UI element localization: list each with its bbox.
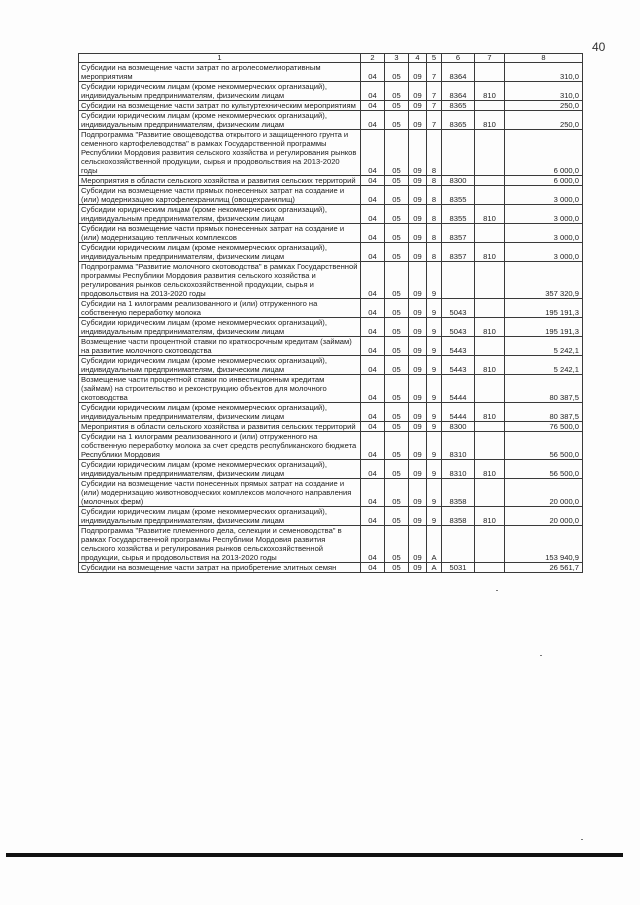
code-cell-7 [475,186,505,205]
row-name-cell: Субсидии юридическим лицам (кроме некоммерческих организаций), индивидуальным предпринимателям, физическим лицам [79,243,361,262]
code-cell-6: 5443 [442,337,475,356]
row-name-cell: Субсидии на возмещение части понесенных прямых затрат на создание и (или) модернизацию животноводческих комплексов молочного направления (молочных ферм) [79,479,361,507]
code-cell-2: 04 [361,507,385,526]
code-cell-7 [475,375,505,403]
table-row [79,299,583,318]
amount-cell: 5 242,1 [505,337,583,356]
code-cell-4: 09 [409,176,427,186]
amount-cell: 153 940,9 [505,526,583,563]
column-header: 2 [361,54,385,63]
code-cell-4: 09 [409,507,427,526]
table-body [79,63,583,573]
amount-cell: 5 242,1 [505,356,583,375]
amount-cell: 3 000,0 [505,205,583,224]
code-cell-6: 8310 [442,460,475,479]
amount-cell: 250,0 [505,111,583,130]
code-cell-3: 05 [385,243,409,262]
code-cell-3: 05 [385,507,409,526]
code-cell-3: 05 [385,262,409,299]
code-cell-2: 04 [361,403,385,422]
row-name-cell: Подпрограмма "Развитие молочного скотоводства" в рамках Государственной программы Республики Мордовия развития сельского хозяйства и регулирования рынков сельскохозяйственной продукции, сырья и продовольствия на 2013-2020 годы [79,262,361,299]
amount-cell: 20 000,0 [505,507,583,526]
code-cell-2: 04 [361,111,385,130]
code-cell-2: 04 [361,356,385,375]
table-row [79,130,583,176]
code-cell-7 [475,130,505,176]
table-header-row [79,54,583,63]
code-cell-2: 04 [361,299,385,318]
table-row [79,507,583,526]
table-row [79,460,583,479]
code-cell-7 [475,479,505,507]
row-name-cell: Возмещение части процентной ставки по инвестиционным кредитам (займам) на строительство и реконструкцию объектов для молочного скотоводства [79,375,361,403]
code-cell-2: 04 [361,243,385,262]
code-cell-5: 7 [427,63,442,82]
code-cell-3: 05 [385,82,409,101]
amount-cell: 26 561,7 [505,563,583,573]
row-name-cell: Подпрограмма "Развитие овощеводства открытого и защищенного грунта и семенного картофелеводства" в рамках Государственной программы Республики Мордовия развития сельского хозяйства и регулирования рынков сельскохозяйственной продукции, сырья и продовольствия на 2013-2020 годы [79,130,361,176]
code-cell-2: 04 [361,318,385,337]
code-cell-4: 09 [409,299,427,318]
code-cell-5: 8 [427,130,442,176]
row-name-cell: Субсидии на 1 килограмм реализованного и (или) отгруженного на собственную переработку молока [79,299,361,318]
code-cell-6 [442,130,475,176]
code-cell-3: 05 [385,337,409,356]
code-cell-5: 9 [427,318,442,337]
code-cell-6: 8365 [442,111,475,130]
code-cell-2: 04 [361,176,385,186]
code-cell-2: 04 [361,101,385,111]
code-cell-4: 09 [409,101,427,111]
code-cell-6 [442,262,475,299]
code-cell-4: 09 [409,375,427,403]
code-cell-5: 8 [427,224,442,243]
code-cell-4: 09 [409,130,427,176]
amount-cell: 6 000,0 [505,176,583,186]
code-cell-5: 8 [427,205,442,224]
code-cell-7 [475,224,505,243]
code-cell-4: 09 [409,432,427,460]
scan-speck [581,839,583,840]
table-row [79,422,583,432]
code-cell-5: А [427,563,442,573]
table-row [79,479,583,507]
amount-cell: 250,0 [505,101,583,111]
code-cell-2: 04 [361,205,385,224]
code-cell-2: 04 [361,432,385,460]
code-cell-5: 7 [427,111,442,130]
code-cell-2: 04 [361,375,385,403]
code-cell-3: 05 [385,101,409,111]
table-row [79,356,583,375]
code-cell-3: 05 [385,176,409,186]
code-cell-3: 05 [385,375,409,403]
row-name-cell: Субсидии на возмещение части затрат по агролесомелиоративным мероприятиям [79,63,361,82]
code-cell-3: 05 [385,432,409,460]
code-cell-3: 05 [385,460,409,479]
code-cell-6: 5043 [442,318,475,337]
amount-cell: 80 387,5 [505,375,583,403]
row-name-cell: Субсидии юридическим лицам (кроме некоммерческих организаций), индивидуальным предпринимателям, физическим лицам [79,318,361,337]
amount-cell: 3 000,0 [505,224,583,243]
table-row [79,526,583,563]
code-cell-4: 09 [409,111,427,130]
code-cell-5: 9 [427,422,442,432]
column-header: 8 [505,54,583,63]
code-cell-7 [475,526,505,563]
code-cell-6: 8355 [442,186,475,205]
code-cell-7 [475,176,505,186]
code-cell-7 [475,422,505,432]
row-name-cell: Субсидии на 1 килограмм реализованного и (или) отгруженного на собственную переработку молока за счет средств республиканского бюджета Республики Мордовия [79,432,361,460]
code-cell-2: 04 [361,130,385,176]
code-cell-5: 9 [427,299,442,318]
row-name-cell: Мероприятия в области сельского хозяйства и развития сельских территорий [79,176,361,186]
column-header: 3 [385,54,409,63]
code-cell-7 [475,432,505,460]
table-row [79,101,583,111]
code-cell-6: 5444 [442,403,475,422]
code-cell-3: 05 [385,205,409,224]
code-cell-5: 9 [427,460,442,479]
code-cell-7: 810 [475,356,505,375]
row-name-cell: Субсидии на возмещение части прямых понесенных затрат на создание и (или) модернизацию тепличных комплексов [79,224,361,243]
code-cell-7 [475,101,505,111]
amount-cell: 20 000,0 [505,479,583,507]
code-cell-2: 04 [361,63,385,82]
code-cell-6: 5043 [442,299,475,318]
code-cell-5: 8 [427,176,442,186]
code-cell-7 [475,563,505,573]
column-header: 1 [79,54,361,63]
code-cell-3: 05 [385,186,409,205]
code-cell-3: 05 [385,422,409,432]
amount-cell: 310,0 [505,82,583,101]
row-name-cell: Субсидии юридическим лицам (кроме некоммерческих организаций), индивидуальным предпринимателям, физическим лицам [79,460,361,479]
code-cell-4: 09 [409,262,427,299]
row-name-cell: Субсидии на возмещение части прямых понесенных затрат на создание и (или) модернизацию картофелехранилищ (овощехранилищ) [79,186,361,205]
code-cell-4: 09 [409,186,427,205]
table-row [79,82,583,101]
table-row [79,403,583,422]
code-cell-7: 810 [475,460,505,479]
code-cell-7 [475,299,505,318]
code-cell-3: 05 [385,130,409,176]
code-cell-5: 9 [427,337,442,356]
row-name-cell: Субсидии на возмещение части затрат по культуртехническим мероприятиям [79,101,361,111]
code-cell-6: 8364 [442,63,475,82]
code-cell-7 [475,63,505,82]
code-cell-4: 09 [409,63,427,82]
code-cell-3: 05 [385,299,409,318]
table-row [79,432,583,460]
code-cell-4: 09 [409,205,427,224]
code-cell-3: 05 [385,224,409,243]
code-cell-3: 05 [385,63,409,82]
code-cell-6: 8357 [442,224,475,243]
table-row [79,186,583,205]
code-cell-3: 05 [385,526,409,563]
code-cell-5: 9 [427,403,442,422]
code-cell-6: 8355 [442,205,475,224]
code-cell-6: 8300 [442,176,475,186]
amount-cell: 76 500,0 [505,422,583,432]
code-cell-5: 7 [427,82,442,101]
amount-cell: 195 191,3 [505,299,583,318]
amount-cell: 56 500,0 [505,460,583,479]
code-cell-4: 09 [409,337,427,356]
code-cell-2: 04 [361,262,385,299]
table-row [79,224,583,243]
code-cell-3: 05 [385,318,409,337]
table-row [79,205,583,224]
code-cell-5: А [427,526,442,563]
code-cell-4: 09 [409,318,427,337]
code-cell-2: 04 [361,479,385,507]
code-cell-4: 09 [409,82,427,101]
row-name-cell: Возмещение части процентной ставки по краткосрочным кредитам (займам) на развитие молочного скотоводства [79,337,361,356]
code-cell-2: 04 [361,224,385,243]
row-name-cell: Мероприятия в области сельского хозяйства и развития сельских территорий [79,422,361,432]
column-header: 4 [409,54,427,63]
code-cell-4: 09 [409,243,427,262]
code-cell-6: 8310 [442,432,475,460]
scan-speck [540,655,542,656]
code-cell-4: 09 [409,422,427,432]
table-row [79,63,583,82]
amount-cell: 6 000,0 [505,130,583,176]
code-cell-6: 8358 [442,507,475,526]
table-row [79,111,583,130]
amount-cell: 3 000,0 [505,243,583,262]
amount-cell: 357 320,9 [505,262,583,299]
column-header: 7 [475,54,505,63]
amount-cell: 56 500,0 [505,432,583,460]
code-cell-7: 810 [475,82,505,101]
table-row [79,262,583,299]
row-name-cell: Субсидии юридическим лицам (кроме некоммерческих организаций), индивидуальным предпринимателям, физическим лицам [79,403,361,422]
code-cell-4: 09 [409,526,427,563]
code-cell-2: 04 [361,186,385,205]
row-name-cell: Субсидии юридическим лицам (кроме некоммерческих организаций), индивидуальным предпринимателям, физическим лицам [79,507,361,526]
table-row [79,563,583,573]
code-cell-2: 04 [361,460,385,479]
code-cell-5: 9 [427,356,442,375]
code-cell-5: 9 [427,375,442,403]
code-cell-4: 09 [409,224,427,243]
amount-cell: 80 387,5 [505,403,583,422]
code-cell-7 [475,337,505,356]
table-row [79,318,583,337]
code-cell-7: 810 [475,318,505,337]
code-cell-3: 05 [385,563,409,573]
scan-speck [496,590,498,591]
code-cell-4: 09 [409,460,427,479]
code-cell-2: 04 [361,526,385,563]
code-cell-3: 05 [385,479,409,507]
code-cell-7: 810 [475,111,505,130]
code-cell-7 [475,262,505,299]
row-name-cell: Подпрограмма "Развитие племенного дела, селекции и семеноводства" в рамках Государственной программы Республики Мордовия развития сельского хозяйства и регулирования рынков сельскохозяйственной продукции, сырья и продовольствия на 2013-2020 годы [79,526,361,563]
code-cell-2: 04 [361,82,385,101]
column-header: 5 [427,54,442,63]
code-cell-5: 9 [427,479,442,507]
code-cell-7: 810 [475,403,505,422]
code-cell-5: 9 [427,507,442,526]
code-cell-6: 8364 [442,82,475,101]
code-cell-6: 8365 [442,101,475,111]
table-row [79,176,583,186]
code-cell-6: 5031 [442,563,475,573]
code-cell-2: 04 [361,563,385,573]
row-name-cell: Субсидии юридическим лицам (кроме некоммерческих организаций), индивидуальным предпринимателям, физическим лицам [79,356,361,375]
code-cell-7: 810 [475,507,505,526]
amount-cell: 3 000,0 [505,186,583,205]
code-cell-6 [442,526,475,563]
code-cell-4: 09 [409,563,427,573]
code-cell-5: 9 [427,262,442,299]
code-cell-4: 09 [409,479,427,507]
code-cell-3: 05 [385,356,409,375]
code-cell-6: 5444 [442,375,475,403]
bottom-rule [6,853,623,857]
code-cell-7: 810 [475,243,505,262]
row-name-cell: Субсидии юридическим лицам (кроме некоммерческих организаций), индивидуальным предпринимателям, физическим лицам [79,111,361,130]
code-cell-2: 04 [361,337,385,356]
table-row [79,337,583,356]
table-row [79,375,583,403]
code-cell-4: 09 [409,356,427,375]
code-cell-6: 8357 [442,243,475,262]
code-cell-3: 05 [385,111,409,130]
code-cell-5: 7 [427,101,442,111]
table-row [79,243,583,262]
code-cell-5: 8 [427,186,442,205]
row-name-cell: Субсидии на возмещение части затрат на приобретение элитных семян [79,563,361,573]
code-cell-5: 8 [427,243,442,262]
amount-cell: 195 191,3 [505,318,583,337]
code-cell-6: 8358 [442,479,475,507]
code-cell-2: 04 [361,422,385,432]
column-header: 6 [442,54,475,63]
row-name-cell: Субсидии юридическим лицам (кроме некоммерческих организаций), индивидуальным предпринимателям, физическим лицам [79,82,361,101]
code-cell-4: 09 [409,403,427,422]
amount-cell: 310,0 [505,63,583,82]
code-cell-5: 9 [427,432,442,460]
code-cell-6: 8300 [442,422,475,432]
page-number: 40 [592,40,606,54]
code-cell-7: 810 [475,205,505,224]
budget-table [78,53,583,573]
code-cell-3: 05 [385,403,409,422]
code-cell-6: 5443 [442,356,475,375]
row-name-cell: Субсидии юридическим лицам (кроме некоммерческих организаций), индивидуальным предпринимателям, физическим лицам [79,205,361,224]
